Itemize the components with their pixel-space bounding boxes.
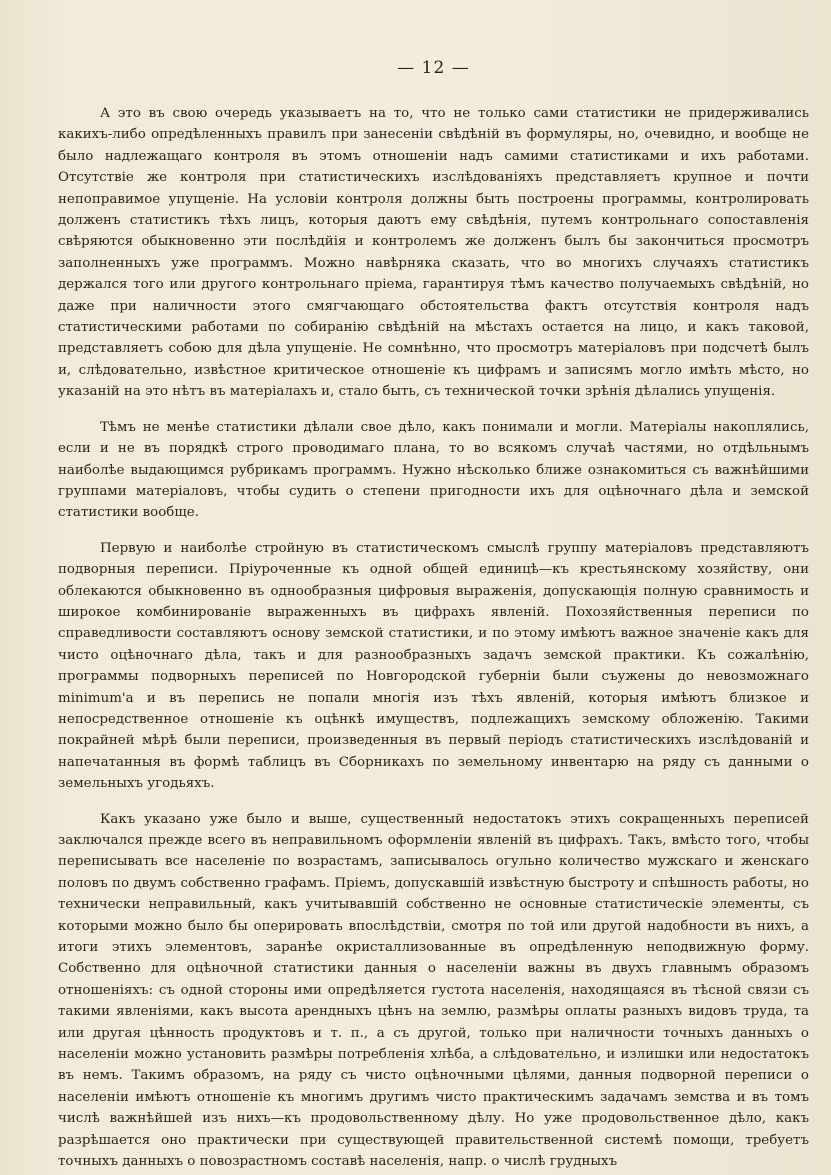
page-number: — 12 — bbox=[397, 58, 470, 78]
paragraph-1: А это въ свою очередь указываетъ на то, что не только сами статистики не придерживались какихъ-либо опредѣленныхъ правилъ при занесеніи свѣдѣній въ формуляры, но, очевидно, и вообще не было надлежащаго контроля въ этомъ отношеніи надъ самими статистиками и ихъ работами. Отсутствіе же контроля при статистическихъ изслѣдованіяхъ представляетъ крупное и почти непоправимое упущеніе. На условіи контроля должны быть построены программы, контролировать долженъ статистикъ тѣхъ лицъ, которыя даютъ ему свѣдѣнія, путемъ контрольнаго сопоставленія свѣряются обыкновенно эти послѣдйія и контролемъ же долженъ былъ бы закончиться просмотръ заполненныхъ уже программъ. Можно навѣрняка сказать, что во многихъ случаяхъ статистикъ держался того или другого контрольнаго пріема, гарантируя тѣмъ качество получаемыхъ свѣдѣній, но даже при наличности этого смягчающаго обстоятельства фактъ отсутствія контроля надъ статистическими работами по собиранію свѣдѣній на мѣстахъ остается на лицо, и какъ таковой, представляетъ собою для дѣла упущеніе. Не сомнѣнно, что просмотръ матеріаловъ при подсчетѣ былъ и, слѣдовательно, извѣстное критическое отношеніе къ цифрамъ и записямъ могло имѣть мѣсто, но указаній на это нѣтъ въ матеріалахъ и, стало быть, съ технической точки зрѣнія дѣлались упущенія. bbox=[58, 106, 809, 400]
paragraph-2: Тѣмъ не менѣе статистики дѣлали свое дѣло, какъ понимали и могли. Матеріалы накоплялись, если и не въ порядкѣ строго проводимаго плана, то во всякомъ случаѣ частями, но отдѣльнымъ наиболѣе выдающимся рубрикамъ программъ. Нужно нѣсколько ближе ознакомиться съ важнѣйшими группами матеріаловъ, чтобы судить о степени пригодности ихъ для оцѣночнаго дѣла и земской статистики вообще. bbox=[58, 419, 809, 521]
text-body bbox=[58, 103, 809, 1173]
paragraph-3: Первую и наиболѣе стройную въ статистическомъ смыслѣ группу матеріаловъ представляютъ подворныя переписи. Пріуроченные къ одной общей единицѣ—къ крестьянскому хозяйству, они облекаются обыкновенно въ однообразныя цифровыя выраженія, допускающія полную сравнимость и широкое комбинированіе выраженныхъ въ цифрахъ явленій. Похозяйственныя переписи по справедливости составляютъ основу земской статистики, и по этому имѣютъ важное значеніе какъ для чисто оцѣночнаго дѣла, такъ и для разнообразныхъ задачъ земской практики. Къ сожалѣнію, программы подворныхъ переписей по Новгородской губерніи были съужены до невозможнаго minimum'а и въ перепись не попали многія изъ тѣхъ явленій, которыя имѣютъ близкое и непосредственное отношеніе къ оцѣнкѣ имуществъ, подлежащихъ земскому обложенію. Такими покрайней мѣрѣ были переписи, произведенныя въ первый періодъ статистическихъ изслѣдованій и напечатанныя въ формѣ таблицъ въ Сборникахъ по земельному инвентарю на ряду съ данными о земельныхъ угодьяхъ. bbox=[58, 540, 809, 792]
paragraph-4: Какъ указано уже было и выше, существенный недостатокъ этихъ сокращенныхъ переписей заключался прежде всего въ неправильномъ оформленіи явленій въ цифрахъ. Такъ, вмѣсто того, чтобы переписывать все населеніе по возрастамъ, записывалось огульно количество мужскаго и женскаго половъ по двумъ собственно графамъ. Пріемъ, допускавшій извѣстную быстроту и спѣшность работы, но технически неправильный, какъ учитывавшій собственно не основные статистическіе элементы, съ которыми можно было бы оперировать впослѣдствіи, смотря по той или другой надобности въ нихъ, а итоги этихъ элементовъ, заранѣе окристаллизованные въ опредѣленную неподвижную форму. Собственно для оцѣночной статистики данныя о населеніи важны въ двухъ главнымъ образомъ отношеніяхъ: съ одной стороны ими опредѣляется густота населенія, находящаяся въ тѣсной связи съ такими явленіями, какъ высота арендныхъ цѣнъ на землю, размѣры оплаты разныхъ видовъ труда, та или другая цѣнность продуктовъ и т. п., а съ другой, только при наличности точныхъ данныхъ о населеніи можно установить размѣры потребленія хлѣба, а слѣдовательно, и излишки или недостатокъ въ немъ. Такимъ образомъ, на ряду съ чисто оцѣночными цѣлями, данныя подворной переписи о населеніи имѣютъ отношеніе къ многимъ другимъ чисто практическимъ задачамъ земства и въ томъ числѣ важнѣйшей изъ нихъ—къ продовольственному дѣлу. Но уже продовольственное дѣло, какъ разрѣшается оно практически при существующей правительственной системѣ помощи, требуетъ точныхъ данныхъ о повозрастномъ составѣ населенія, напр. о числѣ грудныхъ bbox=[58, 811, 809, 1170]
